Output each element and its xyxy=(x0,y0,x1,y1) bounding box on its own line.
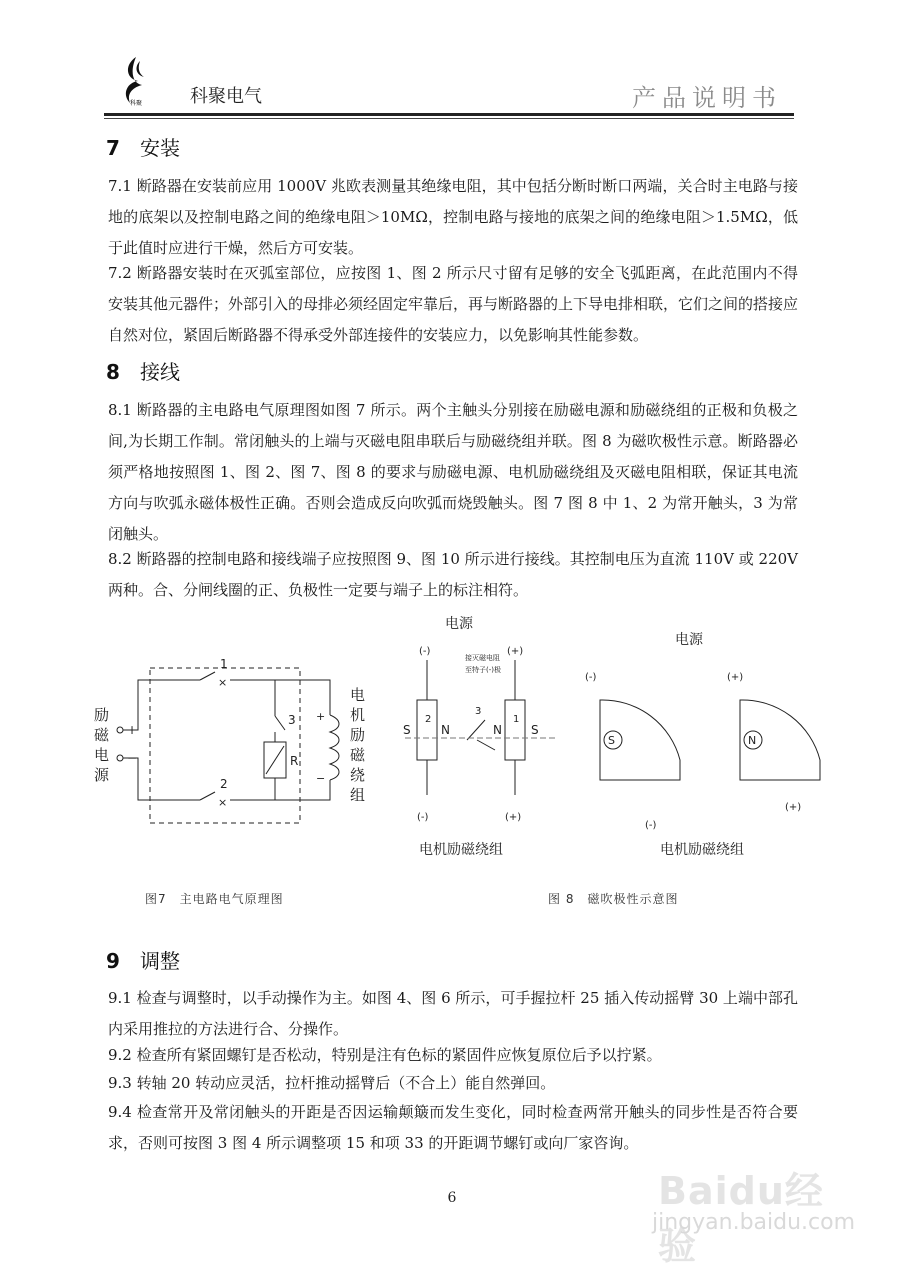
fig7-coil-minus: − xyxy=(316,772,326,785)
fig7-right-label-1: 电 xyxy=(350,686,366,704)
fig7-coil-plus: + xyxy=(316,710,326,723)
fig8-neg-top: (-) xyxy=(419,646,431,657)
fig7-resistor-label: R xyxy=(290,754,299,768)
fig7-left-label-3: 电 xyxy=(94,746,110,764)
paragraph-9-1: 9.1 检查与调整时，以手动操作为主。如图 4、图 6 所示，可手握拉杆 25 插入传动摇臂 30 上端中部孔内采用推拉的方法进行合、分操作。 xyxy=(108,989,798,1038)
page-number: 6 xyxy=(447,1190,457,1206)
header-rule-thin xyxy=(104,118,794,119)
fig7-coil xyxy=(330,715,339,780)
fig8-note-2: 至特子(-)极 xyxy=(465,666,501,674)
fig8-neg-right1: (-) xyxy=(585,672,597,683)
fig8-pos-right1: (+) xyxy=(727,672,744,683)
fig8-n-left: N xyxy=(441,723,450,737)
paragraph-7-1: 7.1 断路器在安装前应用 1000V 兆欧表测量其绝缘电阻，其中包括分断时断口两端，关合时主电路与接地的底架以及控制电路之间的绝缘电阻＞10MΩ，控制电路与接地的底架之间的绝缘电阻＞1.5MΩ，低于此值时应进行干燥，然后方可安装。 xyxy=(108,177,798,257)
fig7-left-label-1: 励 xyxy=(94,706,110,724)
section-7-number: 7 xyxy=(106,136,120,160)
watermark xyxy=(618,1160,858,1268)
company-logo xyxy=(116,55,156,107)
watermark-url: jingyan.baidu.com xyxy=(652,1210,856,1235)
paragraph-9-4: 9.4 检查常开及常闭触头的开距是否因运输颠簸而发生变化，同时检查两常开触头的同步性是否符合要求，否则可按图 3 图 4 所示调整项 15 和项 33 的开距调节螺钉或向厂家咨询。 xyxy=(108,1103,798,1152)
section-9-title: 调整 xyxy=(140,949,180,973)
section-9-number: 9 xyxy=(106,949,120,973)
fig8-contact-3 xyxy=(467,720,495,750)
company-name: 科聚电气 xyxy=(190,86,262,107)
fig7-c3: 3 xyxy=(288,713,296,727)
logo-text: 科聚 xyxy=(129,100,143,107)
fig8-pos-right2: (+) xyxy=(785,802,802,813)
paragraph-8-1: 8.1 断路器的主电路电气原理图如图 7 所示。两个主触头分别接在励磁电源和励磁绕组的正极和负极之间,为长期工作制。常闭触头的上端与灭磁电阻串联后与励磁绕组并联。图 8 为磁吹极性示意。断路器必须严格地按照图 1、图 2、图 7、图 8 的要求与励磁电源、电机励磁绕组及灭磁电阻相联，保证其电流方向与吹弧永磁体极性正确。否则会造成反向吹弧而烧毁触头。图 7 图 8 中 1、2 为常开触头，3 为常闭触头。 xyxy=(108,401,798,543)
fig7-x2: × xyxy=(218,796,228,809)
fig8-pos-bottom: (+) xyxy=(505,812,522,823)
fig7-minus: − xyxy=(127,751,138,765)
fig7-right-label-2: 机 xyxy=(350,706,366,724)
document-title: 产品说明书 xyxy=(632,84,782,112)
section-9-heading xyxy=(106,945,180,974)
fig7-plus: + xyxy=(127,723,138,737)
fig7-x1: × xyxy=(218,676,228,689)
header-rule xyxy=(104,113,794,116)
section-7-heading xyxy=(106,132,180,161)
figure-8-caption: 图 8 磁吹极性示意图 xyxy=(548,892,679,906)
fig8-pos-top: (+) xyxy=(507,646,524,657)
fig8-s-chute: S xyxy=(608,734,615,747)
fig7-left-label-2: 磁 xyxy=(94,726,110,744)
fig8-neg-bottom: (-) xyxy=(417,812,429,823)
fig8-c1: 1 xyxy=(513,714,520,725)
paragraph-7-2: 7.2 断路器安装时在灭弧室部位，应按图 1、图 2 所示尺寸留有足够的安全飞弧距离，在此范围内不得安装其他元器件；外部引入的母排必须经固定牢靠后，再与断路器的上下导电排相联，它们之间的搭接应自然对位，紧固后断路器不得承受外部连接件的安装应力，以免影响其性能参数。 xyxy=(108,264,799,344)
fig7-right-label-3: 励 xyxy=(350,726,366,744)
fig7-terminal-minus xyxy=(117,755,123,761)
watermark-brand: Baidu经验 xyxy=(658,1169,824,1268)
fig7-right-label-6: 组 xyxy=(350,786,366,804)
figure-7-caption: 图7 主电路电气原理图 xyxy=(145,892,284,906)
section-8-number: 8 xyxy=(106,360,120,384)
fig7-c1: 1 xyxy=(220,657,228,671)
fig7-right-label-4: 磁 xyxy=(350,746,366,764)
figure-8-polarity xyxy=(395,610,835,860)
fig7-right-label-5: 绕 xyxy=(350,766,366,784)
section-8-title: 接线 xyxy=(140,360,180,384)
fig8-c2: 2 xyxy=(425,714,432,725)
fig8-n-chute: N xyxy=(748,734,757,747)
figure-7-circuit xyxy=(80,620,380,840)
paragraph-9-3: 9.3 转轴 20 转动应灵活，拉杆推动摇臂后（不合上）能自然弹回。 xyxy=(108,1074,556,1092)
fig8-bottom-label-1: 电机励磁绕组 xyxy=(419,842,503,858)
section-8-heading xyxy=(106,356,180,385)
fig8-top-label-2: 电源 xyxy=(675,632,703,648)
section-7-title: 安装 xyxy=(140,136,180,160)
fig8-contact-2 xyxy=(417,700,437,760)
fig8-s-right: S xyxy=(531,723,539,737)
fig8-n-right: N xyxy=(493,723,502,737)
fig8-s-left: S xyxy=(403,723,411,737)
fig8-contact-1 xyxy=(505,700,525,760)
fig7-c2: 2 xyxy=(220,777,228,791)
paragraph-9-2: 9.2 检查所有紧固螺钉是否松动，特别是注有色标的紧固件应恢复原位后予以拧紧。 xyxy=(108,1046,662,1064)
fig8-neg-right2: (-) xyxy=(645,820,657,831)
fig8-note: 接灭磁电阻 xyxy=(465,654,500,662)
paragraph-8-2: 8.2 断路器的控制电路和接线端子应按照图 9、图 10 所示进行接线。其控制电压为直流 110V 或 220V 两种。合、分闸线圈的正、负极性一定要与端子上的标注相符。 xyxy=(108,550,798,599)
fig8-c3: 3 xyxy=(475,706,482,717)
fig8-top-label-1: 电源 xyxy=(445,616,473,632)
fig7-terminal-plus xyxy=(117,727,123,733)
fig8-bottom-label-2: 电机励磁绕组 xyxy=(660,842,744,858)
fig7-left-label-4: 源 xyxy=(94,766,110,784)
